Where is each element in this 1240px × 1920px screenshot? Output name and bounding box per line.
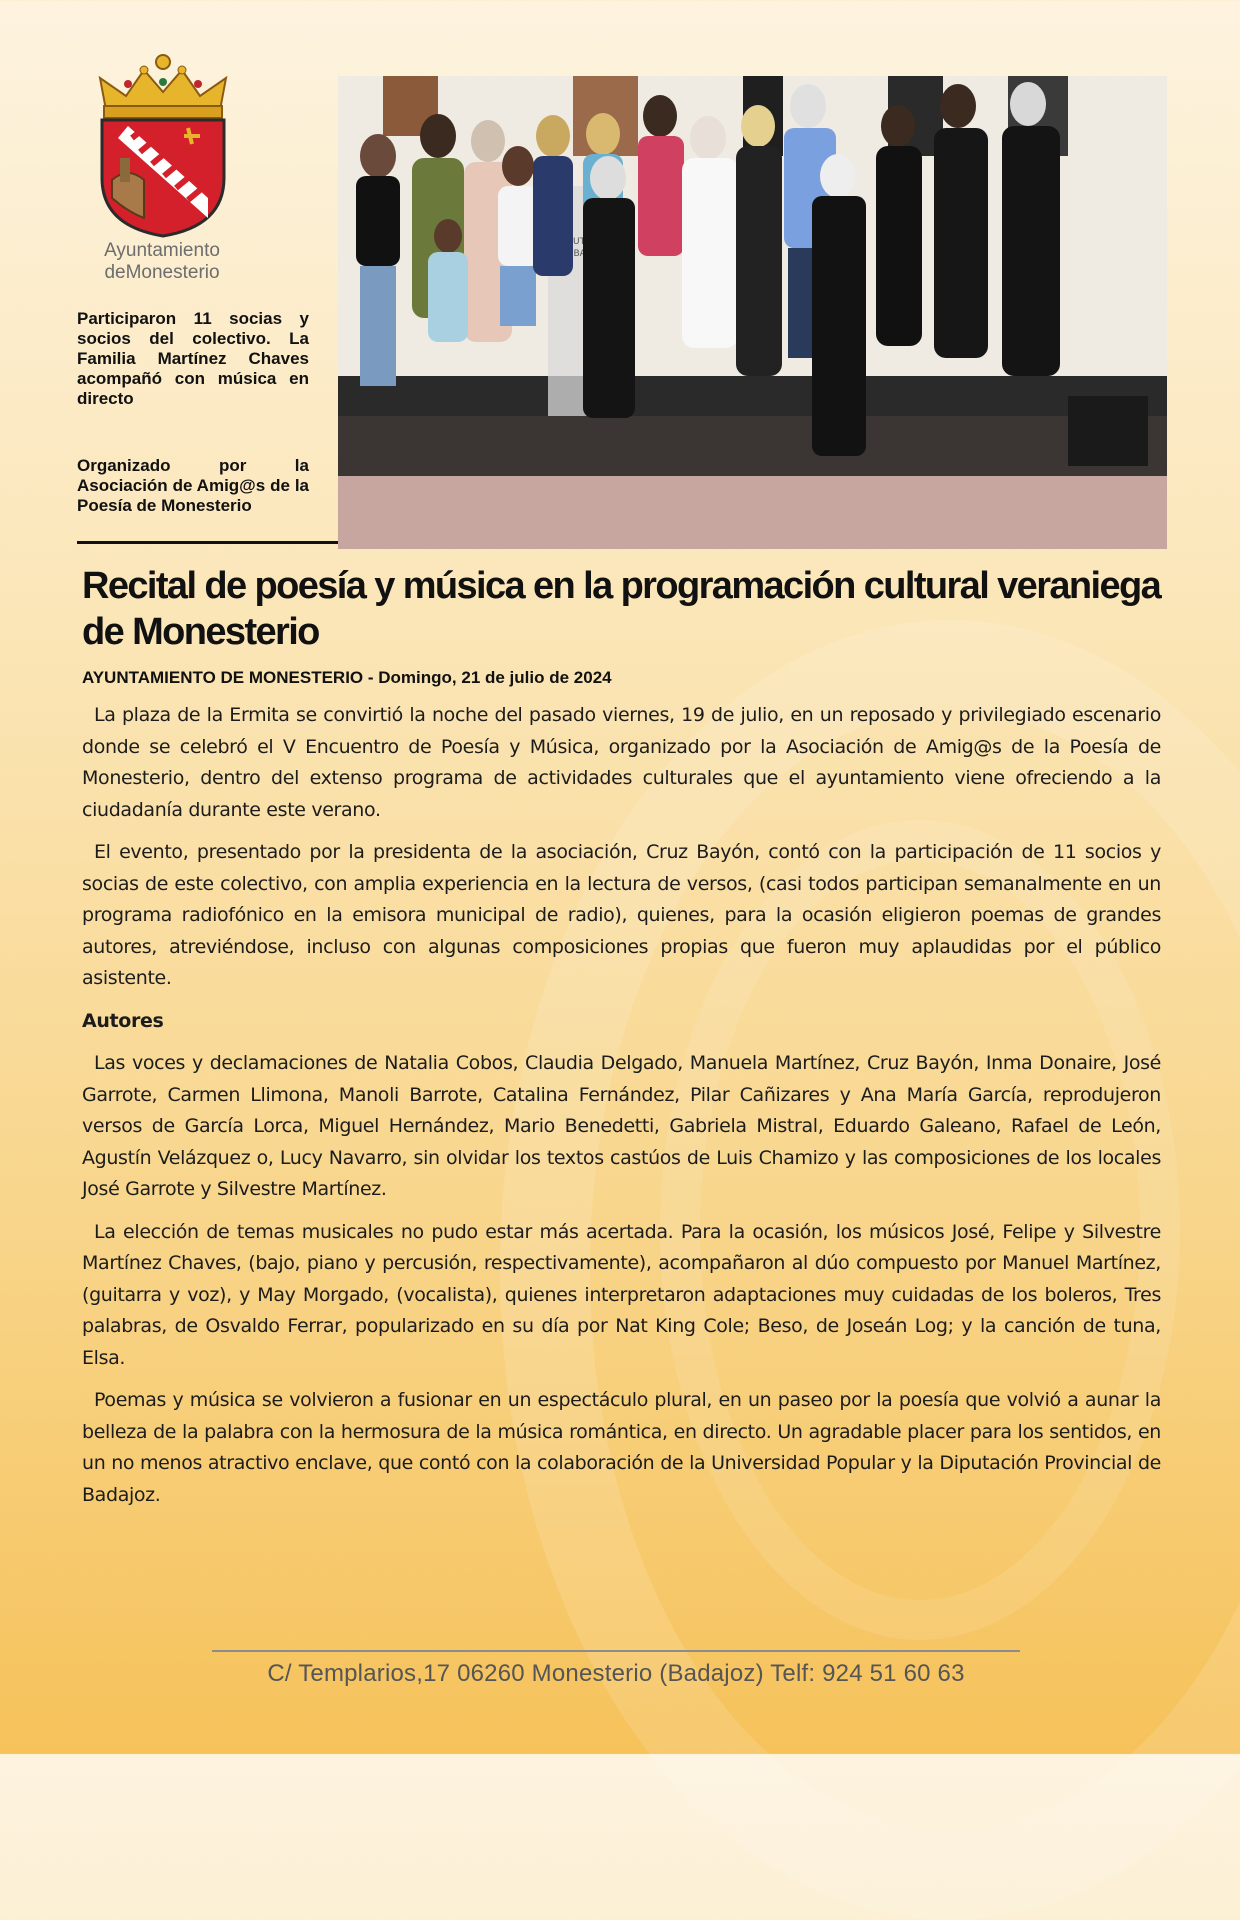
byline-source: AYUNTAMIENTO DE MONESTERIO (82, 668, 364, 687)
subheading-autores: Autores (82, 1009, 164, 1032)
divider (77, 541, 339, 544)
paragraph-5: Poemas y música se volvieron a fusionar en un espectáculo plural, en un paseo por la poesía que volvió a aunar la belleza de la palabra con la hermosura de la música romántica, en directo. Un agradable placer para los sentidos, en un no menos atractivo enclave, que contó con la colaboración de la Universidad Popular y la Diputación Provincial de Badajoz. (82, 1389, 1161, 1506)
side-note-participants: Participaron 11 socias y socios del colectivo. La Familia Martínez Chaves acompañó con música en directo (77, 309, 309, 408)
paragraph-1: La plaza de la Ermita se convirtió la noche del pasado viernes, 19 de julio, en un reposado y privilegiado escenario donde se celebró el V Encuentro de Poesía y Música, organizado por la Asociación de Amig@s de la Poesía de Monesterio, dentro del extenso programa de actividades culturales que el ayuntamiento viene ofreciendo a la ciudadanía durante este verano. (82, 704, 1161, 821)
shield-icon (102, 120, 224, 236)
article-body (82, 700, 1161, 1522)
footer-address: C/ Templarios,17 06260 Monesterio (Badajoz) Telf: 924 51 60 63 (267, 1660, 965, 1687)
paragraph-4: La elección de temas musicales no pudo estar más acertada. Para la ocasión, los músicos José, Felipe y Silvestre Martínez Chaves, (bajo, piano y percusión, respectivamente), acompañaron al dúo compuesto por Manuel Martínez, (guitarra y voz), y May Morgado, (vocalista), quienes interpretaron adaptaciones muy cuidadas de los boleros, Tres palabras, de Osvaldo Ferrar, popularizado en su día por Nat King Cole; Beso, de Joseán Log; y la canción de tuna, Elsa. (82, 1220, 1161, 1369)
paragraph-3: Las voces y declamaciones de Natalia Cobos, Claudia Delgado, Manuela Martínez, Cruz Bayón, Inma Donaire, José Garrote, Carmen Llimona, Manoli Barrote, Catalina Fernández, Pilar Cañizares y Ana María García, reprodujeron versos de García Lorca, Miguel Hernández, Mario Benedetti, Gabriela Mistral, Eduardo Galeano, Rafael de León, Agustín Velázquez o, Lucy Navarro, sin olvidar los textos castúos de Luis Chamizo y las composiciones de los locales José Garrote y Silvestre Martínez. (82, 1052, 1161, 1200)
footer-divider (212, 1650, 1020, 1652)
logo-text-line-2: deMonesterio (104, 262, 220, 283)
side-note-organizer: Organizado por la Asociación de Amig@s de la Poesía de Monesterio (77, 456, 309, 515)
article-byline (82, 668, 612, 688)
crown-icon (100, 55, 226, 118)
logo-text-line-1: Ayuntamiento (104, 240, 220, 261)
paragraph-2: El evento, presentado por la presidenta de la asociación, Cruz Bayón, contó con la participación de 11 socios y socias de este colectivo, con amplia experiencia en la lectura de versos, (casi todos participan semanalmente en un programa radiofónico en la emisora municipal de radio), quienes, para la ocasión eligieron poemas de grandes autores, atreviéndose, incluso con algunas composiciones propias que fueron muy aplaudidas por el público asistente. (82, 841, 1161, 989)
byline-date: - Domingo, 21 de julio de 2024 (363, 668, 612, 687)
speaker-icon (1068, 396, 1148, 466)
article-title: Recital de poesía y música en la programación cultural veraniega de Monesterio (82, 565, 1161, 653)
group-photo (338, 76, 1167, 549)
